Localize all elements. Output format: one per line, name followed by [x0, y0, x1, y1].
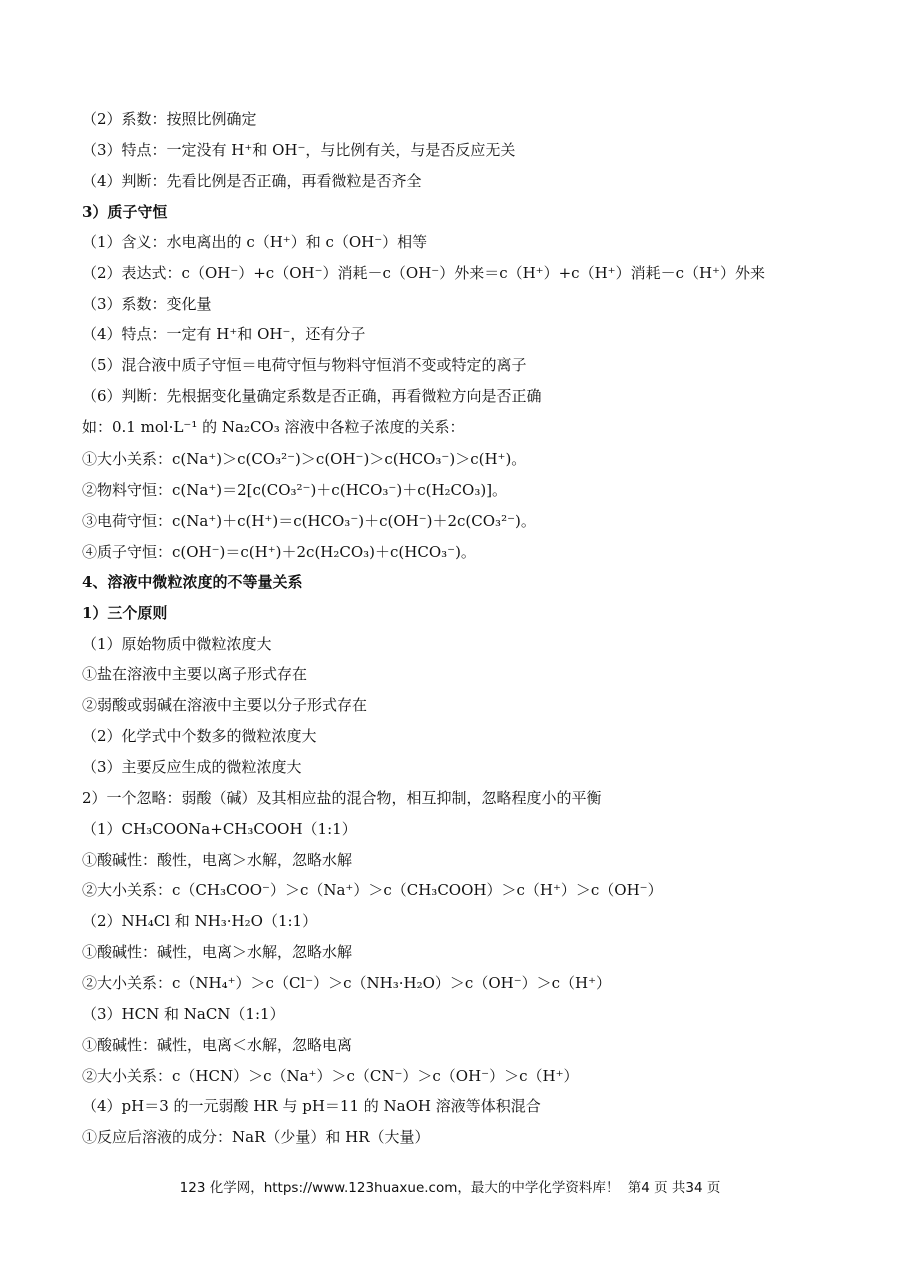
text-line: （1）原始物质中微粒浓度大 — [82, 635, 272, 653]
text-line: （4）判断：先看比例是否正确，再看微粒是否齐全 — [82, 172, 422, 190]
text-line: ①反应后溶液的成分：NaR（少量）和 HR（大量） — [82, 1128, 430, 1146]
text-line: ②弱酸或弱碱在溶液中主要以分子形式存在 — [82, 696, 368, 714]
text-line: （3）系数：变化量 — [82, 295, 212, 313]
text-line: ①大小关系：c(Na⁺)＞c(CO₃²⁻)＞c(OH⁻)＞c(HCO₃⁻)＞c(H⁺)。 — [82, 450, 527, 468]
text-line: ③电荷守恒：c(Na⁺)＋c(H⁺)＝c(HCO₃⁻)＋c(OH⁻)＋2c(CO₃²⁻)。 — [82, 512, 536, 530]
text-line: ①酸碱性：碱性，电离＜水解，忽略电离 — [82, 1036, 353, 1054]
text-line: （5）混合液中质子守恒＝电荷守恒与物料守恒消不变或特定的离子 — [82, 356, 527, 374]
footer-page-number: 第4 页 共34 页 — [627, 1180, 721, 1196]
section-heading: 4、溶液中微粒浓度的不等量关系 — [82, 573, 303, 591]
text-line: ②物料守恒：c(Na⁺)＝2[c(CO₃²⁻)＋c(HCO₃⁻)＋c(H₂CO₃)]。 — [82, 481, 508, 499]
text-line: 2）一个忽略：弱酸（碱）及其相应盐的混合物，相互抑制，忽略程度小的平衡 — [82, 789, 602, 807]
text-line: （3）HCN 和 NaCN（1:1） — [82, 1005, 285, 1023]
text-line: （4）pH＝3 的一元弱酸 HR 与 pH＝11 的 NaOH 溶液等体积混合 — [82, 1097, 541, 1115]
text-line: ①酸碱性：碱性，电离＞水解，忽略水解 — [82, 943, 353, 961]
text-line: ②大小关系：c（HCN）＞c（Na⁺）＞c（CN⁻）＞c（OH⁻）＞c（H⁺） — [82, 1067, 579, 1085]
text-line: （3）主要反应生成的微粒浓度大 — [82, 758, 302, 776]
text-line: （3）特点：一定没有 H⁺和 OH⁻，与比例有关，与是否反应无关 — [82, 141, 516, 159]
text-line: （2）NH₄Cl 和 NH₃·H₂O（1:1） — [82, 912, 318, 930]
text-line: ①盐在溶液中主要以离子形式存在 — [82, 665, 308, 683]
text-line: （4）特点：一定有 H⁺和 OH⁻，还有分子 — [82, 325, 366, 343]
text-line: ②大小关系：c（NH₄⁺）＞c（Cl⁻）＞c（NH₃·H₂O）＞c（OH⁻）＞c（H⁺） — [82, 974, 612, 992]
text-line: （6）判断：先根据变化量确定系数是否正确，再看微粒方向是否正确 — [82, 387, 542, 405]
text-line: （2）化学式中个数多的微粒浓度大 — [82, 727, 317, 745]
text-line: ④质子守恒：c(OH⁻)＝c(H⁺)＋2c(H₂CO₃)＋c(HCO₃⁻)。 — [82, 543, 476, 561]
section-heading: 1）三个原则 — [82, 604, 168, 622]
text-line: 如：0.1 mol·L⁻¹ 的 Na₂CO₃ 溶液中各粒子浓度的关系： — [82, 418, 465, 436]
text-line: （1）含义：水电离出的 c（H⁺）和 c（OH⁻）相等 — [82, 233, 428, 251]
text-line: （2）表达式：c（OH⁻）+c（OH⁻）消耗－c（OH⁻）外来＝c（H⁺）+c（H⁺）消耗－c（H⁺）外来 — [82, 264, 765, 282]
text-line: ②大小关系：c（CH₃COO⁻）＞c（Na⁺）＞c（CH₃COOH）＞c（H⁺）＞c（OH⁻） — [82, 881, 663, 899]
section-heading: 3）质子守恒 — [82, 203, 168, 221]
page-footer — [0, 1176, 900, 1196]
footer-site: 123 化学网，https://www.123huaxue.com，最大的中学化学资料库！ — [179, 1180, 620, 1196]
text-line: ①酸碱性：酸性，电离＞水解，忽略水解 — [82, 851, 353, 869]
text-line: （1）CH₃COONa+CH₃COOH（1:1） — [82, 820, 357, 838]
text-line: （2）系数：按照比例确定 — [82, 110, 257, 128]
